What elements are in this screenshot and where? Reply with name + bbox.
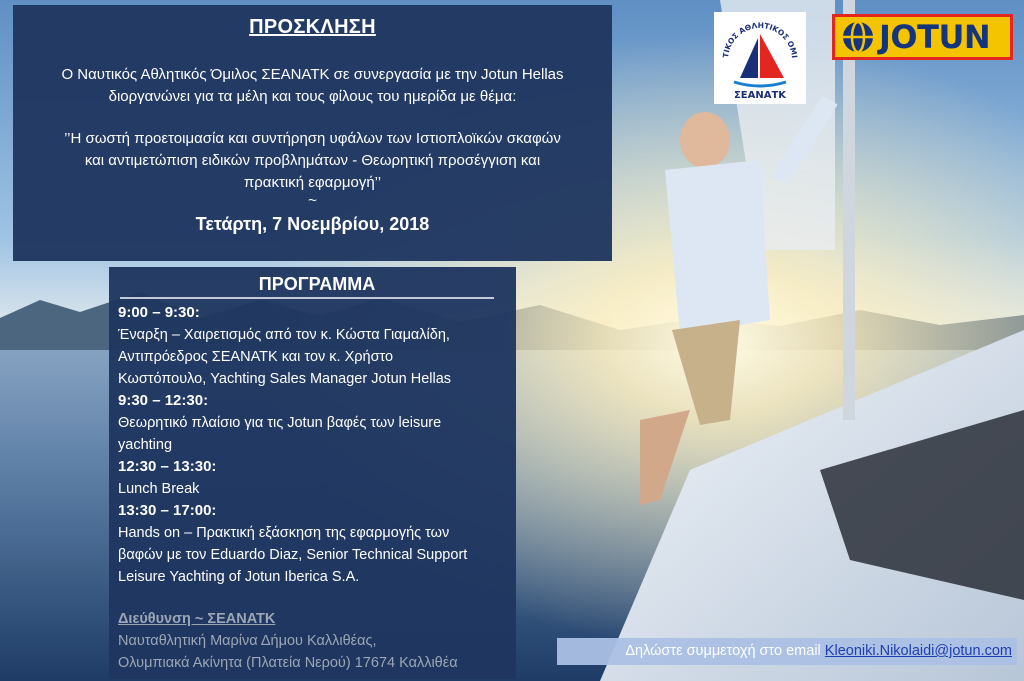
invitation-intro — [13, 64, 612, 108]
program-slot — [118, 302, 516, 390]
jotun-logo — [832, 14, 1013, 60]
slot-description: Αντιπρόεδρος ΣΕΑΝΑΤΚ και τον κ. Χρήστο — [118, 349, 394, 365]
slot-description: yachting — [118, 437, 173, 453]
rsvp-bar — [557, 638, 1017, 665]
address-block — [118, 608, 516, 674]
slot-description: Lunch Break — [118, 481, 200, 497]
topic-line: ’’Η σωστή προετοιμασία και συντήρηση υφάλων των Ιστιοπλοϊκών σκαφών — [64, 130, 561, 147]
program-slot — [118, 500, 516, 588]
slot-description: βαφών με τον Eduardo Diaz, Senior Technical Support — [118, 547, 468, 563]
program-list — [118, 302, 516, 588]
globe-icon — [841, 20, 875, 54]
slot-description: Hands on – Πρακτική εξάσκηση της εφαρμογής των — [118, 525, 450, 541]
slot-description: Έναρξη – Χαιρετισμός από τον κ. Κώστα Γιαμαλίδη, — [118, 327, 450, 343]
program-title: ΠΡΟΓΡΑΜΜΑ — [258, 274, 376, 294]
club-arc-text: ΤΙΚΟΣ ΑΘΛΗΤΙΚΟΣ ΟΜΙ — [721, 20, 799, 59]
rsvp-email-link[interactable]: Kleoniki.Nikolaidi@jotun.com — [824, 643, 1012, 659]
slot-time: 12:30 – 13:30: — [118, 458, 217, 475]
jotun-wordmark: JOTUN — [879, 18, 991, 56]
intro-line: διοργανώνει για τα μέλη και τους φίλους του ημερίδα με θέμα: — [108, 88, 517, 105]
program-slot — [118, 456, 516, 500]
program-panel — [109, 267, 516, 679]
slot-time: 9:00 – 9:30: — [118, 304, 200, 321]
rsvp-text: Δηλώστε συμμετοχή στο email — [625, 643, 825, 659]
invitation-topic — [13, 128, 612, 194]
address-label: Διεύθυνση ~ ΣΕΑΝΑΤΚ — [118, 611, 276, 627]
slot-time: 13:30 – 17:00: — [118, 502, 217, 519]
separator: ~ — [308, 192, 317, 209]
invitation-panel — [13, 5, 612, 261]
slot-description: Leisure Yachting of Jotun Iberica S.A. — [118, 569, 360, 585]
slot-description: Κωστόπουλο, Yachting Sales Manager Jotun Hellas — [118, 371, 452, 387]
invitation-title: ΠΡΟΣΚΛΗΣΗ — [249, 16, 376, 38]
club-logo — [714, 12, 806, 104]
intro-line: Ο Ναυτικός Αθλητικός Όμιλος ΣΕΑΝΑΤΚ σε συνεργασία με την Jotun Hellas — [61, 66, 564, 83]
event-date: Τετάρτη, 7 Νοεμβρίου, 2018 — [195, 214, 430, 234]
topic-line: πρακτική εφαρμογή’’ — [243, 174, 382, 191]
program-slot — [118, 390, 516, 456]
address-line: Ολυμπιακά Ακίνητα (Πλατεία Νερού) 17674 Καλλιθέα — [118, 655, 458, 671]
club-name: ΣΕΑΝΑΤΚ — [733, 90, 787, 101]
slot-description: Θεωρητικό πλαίσιο για τις Jotun βαφές των leisure — [118, 415, 442, 431]
slot-time: 9:30 – 12:30: — [118, 392, 209, 409]
program-divider — [120, 297, 494, 299]
address-line: Ναυταθλητική Μαρίνα Δήμου Καλλιθέας, — [118, 633, 377, 649]
topic-line: και αντιμετώπιση ειδικών προβλημάτων - Θεωρητική προσέγγιση και — [84, 152, 541, 169]
